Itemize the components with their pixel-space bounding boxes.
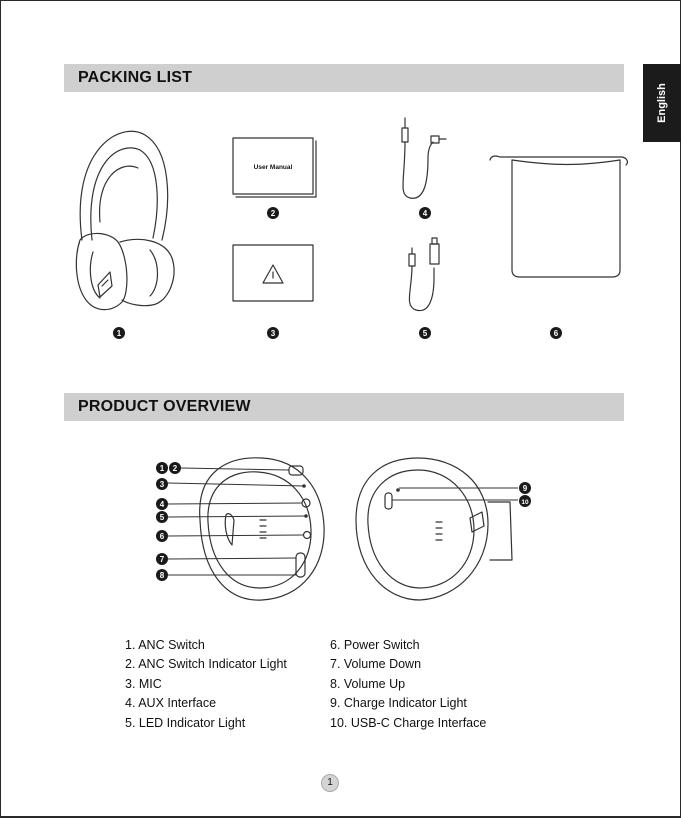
legend-item: 8. Volume Up <box>330 676 406 691</box>
item-number-5 <box>419 327 431 339</box>
legend-item: 6. Power Switch <box>330 638 420 652</box>
callout-10 <box>519 495 531 507</box>
callout-2 <box>169 462 181 474</box>
callout-9-label: 9 <box>522 484 528 493</box>
item-number-2-label: 2 <box>270 209 276 218</box>
legend-right-column <box>330 636 486 733</box>
callout-1-label: 1 <box>159 464 165 473</box>
legend-item: 10. USB-C Charge Interface <box>330 715 487 730</box>
legend-item: 7. Volume Down <box>330 657 422 672</box>
aux-cable-illustration <box>402 118 446 198</box>
legend-item: 5. LED Indicator Light <box>125 715 246 730</box>
legend-left-column <box>125 636 287 733</box>
callout-7 <box>156 553 168 565</box>
item-number-3 <box>267 327 279 339</box>
callout-3 <box>156 478 168 490</box>
legend-item: 2. ANC Switch Indicator Light <box>125 657 287 672</box>
item-number-6 <box>550 327 562 339</box>
legend-item: 3. MIC <box>125 676 162 691</box>
callout-3-label: 3 <box>159 480 165 489</box>
storage-bag-illustration <box>490 156 627 277</box>
callout-6-label: 6 <box>159 532 165 541</box>
legend-item: 4. AUX Interface <box>125 696 217 711</box>
callout-8-label: 8 <box>159 571 165 580</box>
item-number-1 <box>113 327 125 339</box>
callout-8 <box>156 569 168 581</box>
callout-10-label: 10 <box>521 499 529 506</box>
callout-4-label: 4 <box>159 500 165 509</box>
callout-5 <box>156 511 168 523</box>
item-number-6-label: 6 <box>553 329 559 338</box>
item-number-3-label: 3 <box>270 329 276 338</box>
item-number-4-label: 4 <box>422 209 428 218</box>
language-tab-label: English <box>656 83 669 123</box>
callout-6 <box>156 530 168 542</box>
usb-cable-illustration <box>409 238 439 311</box>
item-number-1-label: 1 <box>116 329 122 338</box>
item-number-2 <box>267 207 279 219</box>
callout-9 <box>519 482 531 494</box>
user-manual-label: User Manual <box>253 164 293 171</box>
item-number-4 <box>419 207 431 219</box>
callout-7-label: 7 <box>159 555 165 564</box>
callout-5-label: 5 <box>159 513 165 522</box>
headphones-illustration <box>76 131 174 309</box>
product-overview-heading: PRODUCT OVERVIEW <box>64 393 624 421</box>
item-number-5-label: 5 <box>422 329 428 338</box>
page-number: 1 <box>321 774 339 792</box>
product-overview-illustration <box>200 458 512 600</box>
legend-item: 9. Charge Indicator Light <box>330 696 467 711</box>
callout-1 <box>156 462 168 474</box>
legend-item: 1. ANC Switch <box>125 638 205 652</box>
callout-2-label: 2 <box>172 464 178 473</box>
packing-list-heading: PACKING LIST <box>64 64 624 92</box>
callout-4 <box>156 498 168 510</box>
